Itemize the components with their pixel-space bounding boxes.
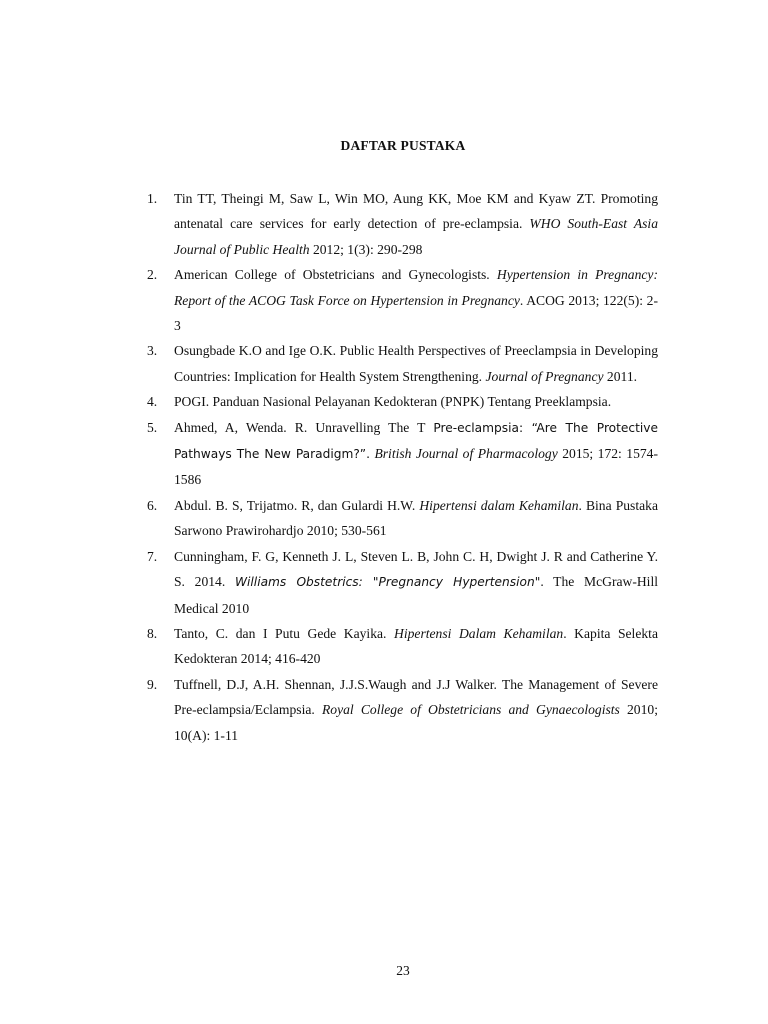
reference-text-segment: Williams Obstetrics: "Pregnancy Hypertension" bbox=[234, 575, 541, 590]
reference-text-segment: Hipertensi Dalam Kehamilan bbox=[394, 625, 564, 641]
reference-text-segment: Tanto, C. dan I Putu Gede Kayika. bbox=[174, 625, 395, 641]
reference-number: 3. bbox=[147, 343, 158, 359]
reference-text-segment: British Journal of Pharmacology bbox=[374, 446, 558, 462]
reference-text-segment: . ACOG 2013; 122(5): 2-3 bbox=[174, 292, 658, 334]
reference-text-segment: 2011. bbox=[603, 368, 638, 384]
reference-text-segment: Pre-eclampsia: “Are The Protective Pathways The New Paradigm?”. bbox=[174, 420, 658, 462]
reference-list bbox=[147, 186, 658, 748]
reference-item bbox=[147, 493, 658, 544]
reference-number: 1. bbox=[147, 191, 158, 206]
reference-text-segment: . Bina Pustaka Sarwono Prawirohardjo 2010; 530-561 bbox=[174, 497, 658, 539]
reference-text bbox=[174, 544, 658, 621]
page-title: DAFTAR PUSTAKA bbox=[340, 138, 466, 153]
reference-text-segment: Cunningham, F. G, Kenneth J. L, Steven L. B, John C. H, Dwight J. R and Catherine Y. S. 2014. bbox=[174, 548, 658, 590]
reference-text-segment: Abdul. B. S, Trijatmo. R, dan Gulardi H.W. bbox=[174, 497, 420, 513]
reference-text bbox=[174, 415, 658, 493]
reference-text bbox=[174, 262, 658, 338]
reference-text bbox=[174, 672, 658, 748]
reference-text bbox=[174, 621, 658, 672]
reference-item bbox=[147, 544, 658, 621]
reference-number: 9. bbox=[147, 676, 158, 692]
reference-text bbox=[174, 389, 658, 414]
reference-text-segment: . The McGraw-Hill Medical 2010 bbox=[174, 574, 659, 616]
reference-item bbox=[147, 672, 658, 748]
reference-text-segment: POGI. Panduan Nasional Pelayanan Kedokteran (PNPK) Tentang Preeklampsia. bbox=[174, 394, 612, 410]
reference-text-segment: . Kapita Selekta Kedokteran 2014; 416-420 bbox=[174, 625, 658, 667]
reference-number: 6. bbox=[147, 497, 158, 513]
reference-text-segment: WHO South-East Asia Journal of Public Health bbox=[174, 216, 658, 257]
page-number: 23 bbox=[396, 963, 410, 978]
reference-text-segment: Tin TT, Theingi M, Saw L, Win MO, Aung KK, Moe KM and Kyaw ZT. Promoting antenatal care services for early detection of pre-eclampsia. bbox=[174, 191, 658, 232]
reference-text bbox=[174, 338, 658, 389]
reference-text-segment: Journal of Pregnancy bbox=[485, 368, 604, 384]
reference-text bbox=[174, 493, 658, 544]
reference-text-segment: Osungbade K.O and Ige O.K. Public Health Perspectives of Preeclampsia in Developing Countries: Implication for Health System Strengthening. bbox=[174, 343, 658, 384]
reference-item bbox=[147, 415, 658, 493]
reference-number: 5. bbox=[147, 419, 158, 435]
reference-text-segment: Hypertension in Pregnancy: Report of the ACOG Task Force on Hypertension in Pregnancy bbox=[174, 267, 658, 308]
reference-number: 8. bbox=[147, 625, 158, 641]
reference-item bbox=[147, 338, 658, 389]
reference-text-segment: 2010; 10(A): 1-11 bbox=[174, 702, 658, 743]
reference-number: 4. bbox=[147, 394, 158, 410]
reference-text-segment: 2012; 1(3): 290-298 bbox=[309, 241, 423, 257]
reference-text-segment: American College of Obstetricians and Gynecologists. bbox=[174, 267, 497, 283]
reference-number: 7. bbox=[147, 548, 158, 564]
reference-item bbox=[147, 389, 658, 414]
reference-text bbox=[174, 186, 658, 262]
reference-text-segment: Tuffnell, D.J, A.H. Shennan, J.J.S.Waugh and J.J Walker. The Management of Severe Pre-eclampsia/Eclampsia. bbox=[174, 676, 658, 718]
reference-text-segment: 2015; 172: 1574-1586 bbox=[174, 446, 659, 488]
reference-number: 2. bbox=[147, 267, 158, 283]
reference-text-segment: Hipertensi dalam Kehamilan bbox=[419, 497, 579, 513]
reference-item bbox=[147, 262, 658, 338]
reference-item bbox=[147, 621, 658, 672]
reference-item bbox=[147, 186, 658, 262]
reference-text-segment: Ahmed, A, Wenda. R. Unravelling The T bbox=[174, 419, 434, 435]
reference-text-segment: Royal College of Obstetricians and Gynaecologists bbox=[321, 702, 620, 718]
